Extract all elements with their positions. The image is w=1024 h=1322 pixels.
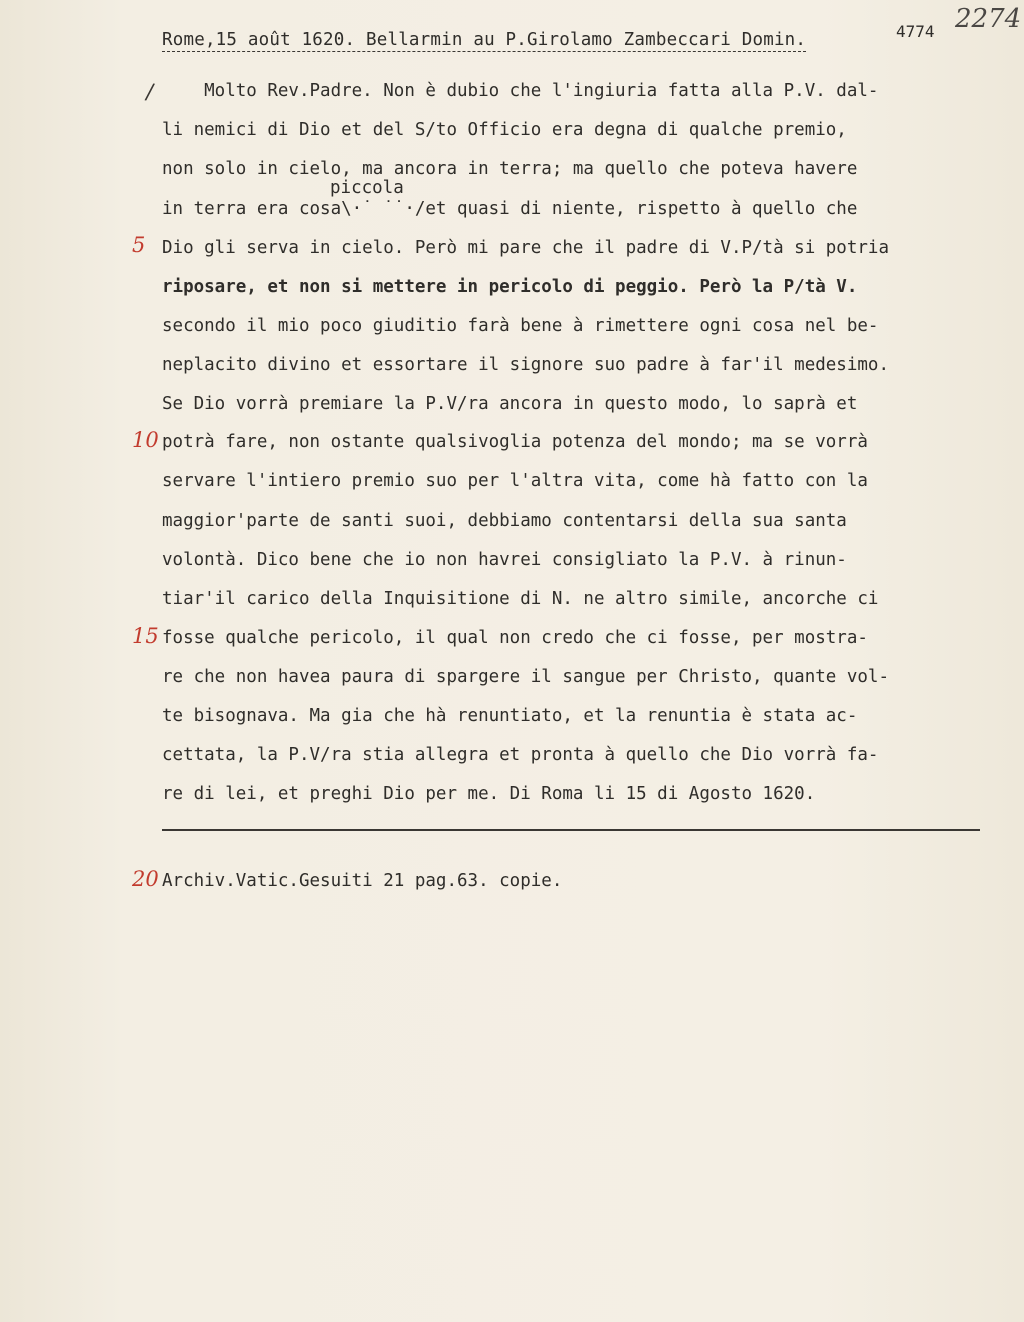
line-number-5: 5 (132, 233, 146, 257)
body-line: potrà fare, non ostante qualsivoglia potenza del mondo; ma se vorrà (162, 432, 868, 452)
body-line: non solo in cielo, ma ancora in terra; ma quello che poteva havere (162, 159, 858, 179)
line-number-20: 20 (132, 867, 159, 891)
body-line: fosse qualche pericolo, il qual non credo che ci fosse, per mostra- (162, 628, 868, 648)
interlinear-insertion: piccola (330, 178, 404, 198)
body-line: in terra era cosa\·˙ ˙˙·/et quasi di niente, rispetto à quello che (162, 199, 858, 219)
body-line: re di lei, et preghi Dio per me. Di Roma li 15 di Agosto 1620. (162, 784, 816, 804)
body-line: li nemici di Dio et del S/to Officio era degna di qualche premio, (162, 120, 847, 140)
body-line: Dio gli serva in cielo. Però mi pare che il padre di V.P/tà si potria (162, 238, 889, 258)
body-line: Molto Rev.Padre. Non è dubio che l'ingiuria fatta alla P.V. dal- (162, 81, 879, 101)
archive-reference: Archiv.Vatic.Gesuiti 21 pag.63. copie. (162, 871, 563, 891)
document-number: 4774 (896, 22, 935, 41)
handwritten-page-number: 2274 (955, 4, 1022, 34)
body-line: tiar'il carico della Inquisitione di N. ne altro simile, ancorche ci (162, 589, 879, 609)
body-line: Se Dio vorrà premiare la P.V/ra ancora in questo modo, lo saprà et (162, 394, 858, 414)
body-line: riposare, et non si mettere in pericolo di peggio. Però la P/tà V. (162, 277, 858, 297)
body-line: neplacito divino et essortare il signore suo padre à far'il medesimo. (162, 355, 889, 375)
body-line: servare l'intiero premio suo per l'altra vita, come hà fatto con la (162, 471, 868, 491)
body-line: te bisognava. Ma gia che hà renuntiato, et la renuntia è stata ac- (162, 706, 858, 726)
body-line: maggior'parte de santi suoi, debbiamo contentarsi della sua santa (162, 511, 847, 531)
body-line: secondo il mio poco giuditio farà bene à rimettere ogni cosa nel be- (162, 316, 879, 336)
body-line: re che non havea paura di spargere il sangue per Christo, quante vol- (162, 667, 889, 687)
horizontal-rule (162, 829, 980, 831)
line-number-10: 10 (132, 428, 159, 452)
body-line: volontà. Dico bene che io non havrei consigliato la P.V. à rinun- (162, 550, 847, 570)
body-line: cettata, la P.V/ra stia allegra et pronta à quello che Dio vorrà fa- (162, 745, 879, 765)
line-number-15: 15 (132, 624, 159, 648)
margin-slash-mark: / (143, 79, 156, 106)
document-header: Rome,15 août 1620. Bellarmin au P.Girolamo Zambeccari Domin. (162, 30, 807, 50)
